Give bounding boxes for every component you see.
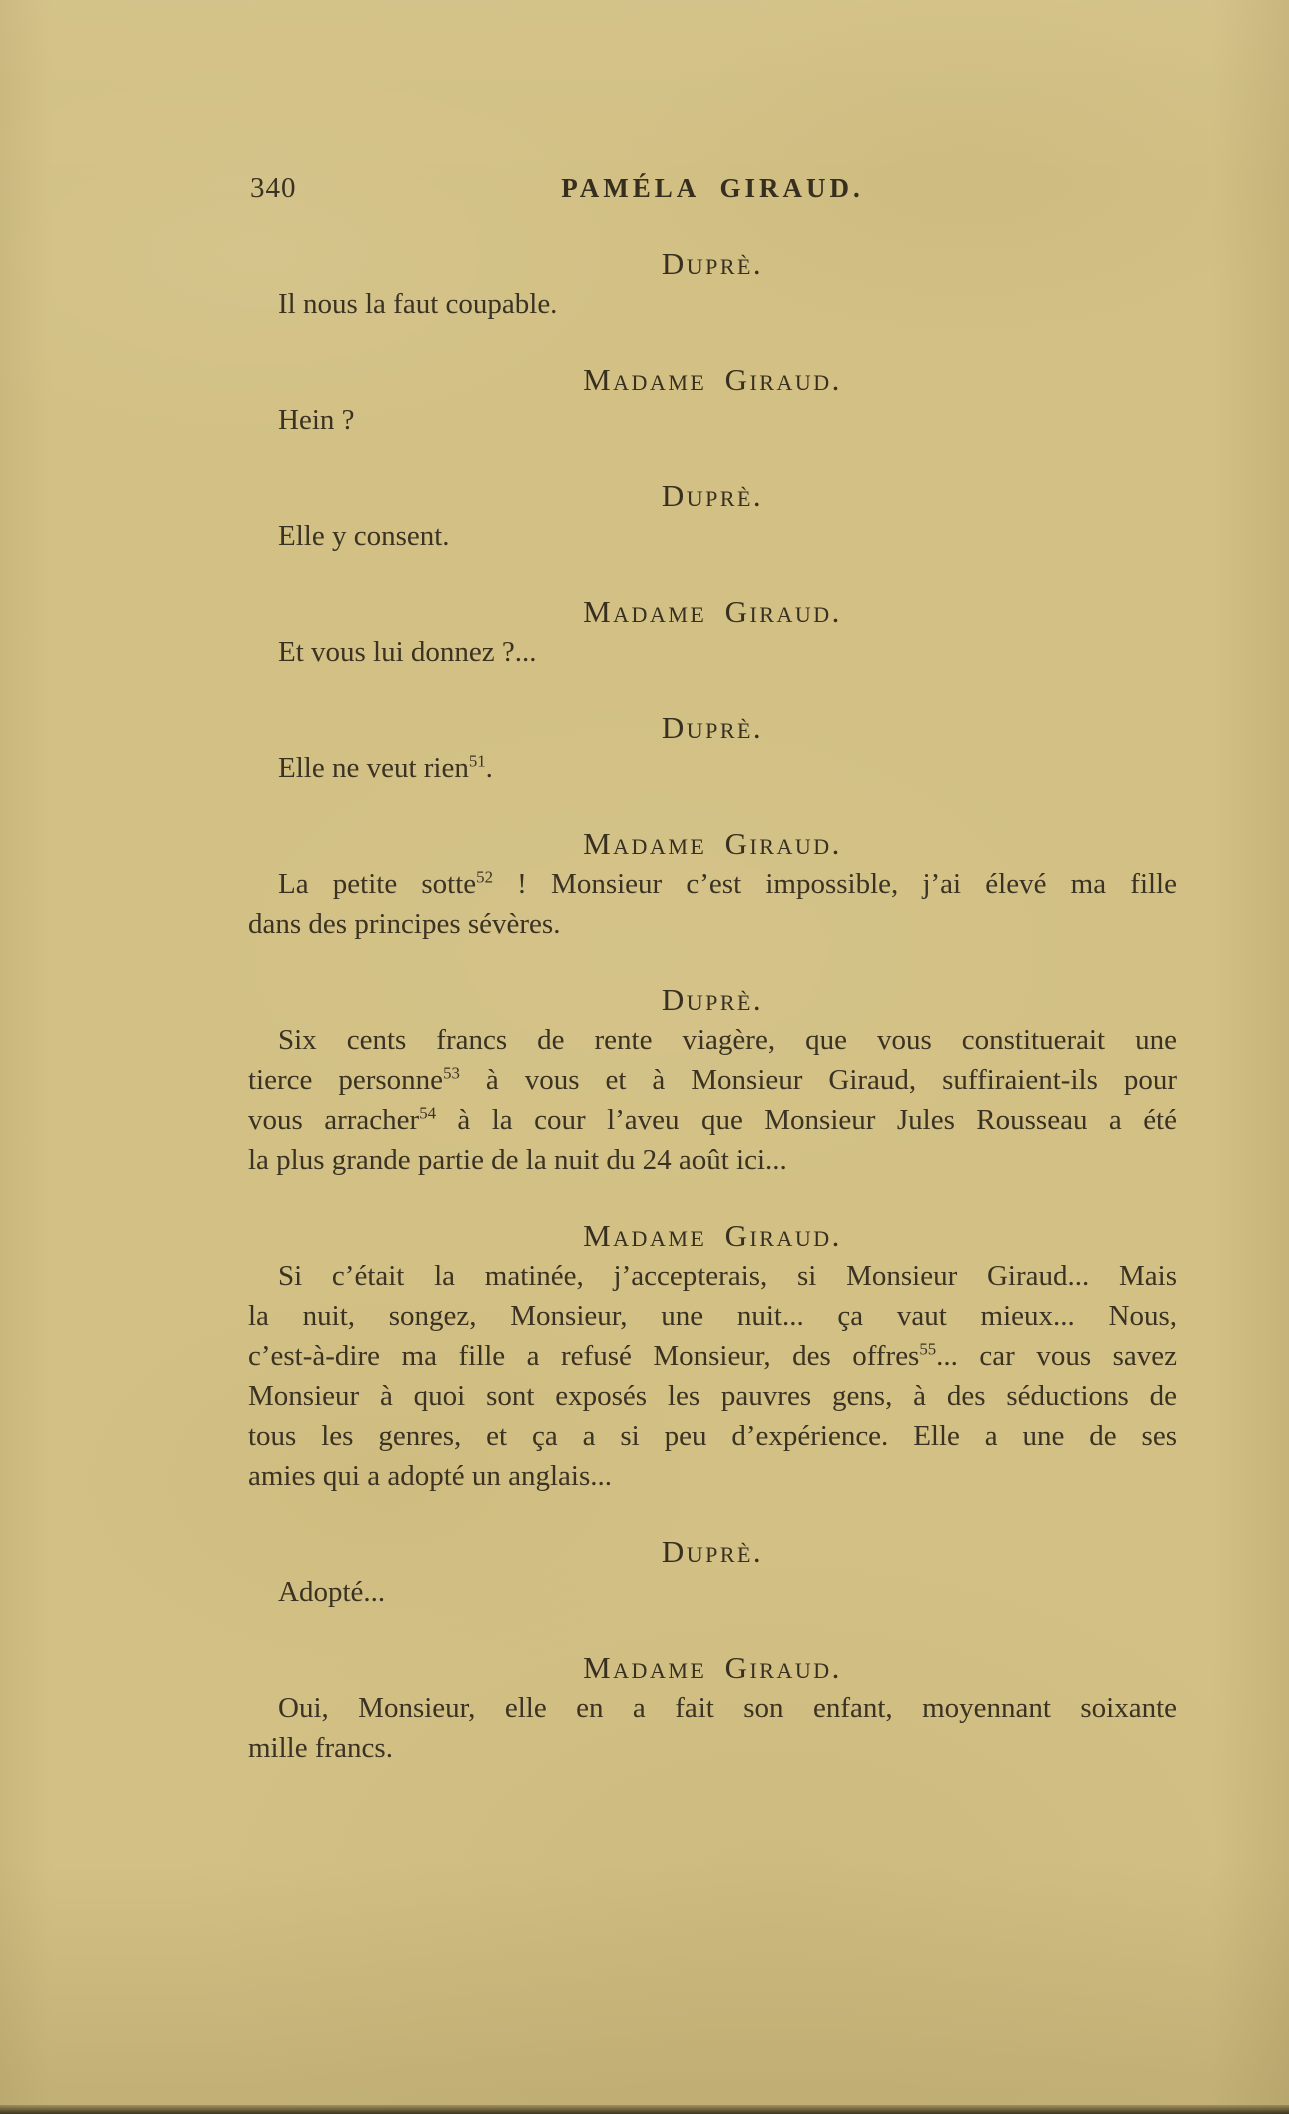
speaker-name: Madame Giraud. — [583, 594, 842, 629]
speaker-name: Duprè. — [661, 478, 764, 513]
footnote-ref: 53 — [443, 1063, 460, 1083]
dialogue-line: dans des principes sévères. — [248, 908, 561, 940]
dialogue-line: la plus grande partie de la nuit du 24 août ici... — [248, 1144, 787, 1176]
dialogue-line: Si c’était la matinée, j’accepterais, si Monsieur Giraud... Mais — [278, 1260, 1177, 1292]
dialogue-line: Elle y consent. — [278, 520, 450, 552]
page-bottom-shadow — [0, 2105, 1289, 2114]
dialogue-line: amies qui a adopté un anglais... — [248, 1460, 613, 1492]
footnote-ref: 55 — [919, 1339, 937, 1359]
running-title: PAMÉLA GIRAUD. — [561, 173, 864, 203]
speaker-name: Duprè. — [661, 982, 764, 1017]
dialogue-line: Oui, Monsieur, elle en a fait son enfant, moyennant soixante — [278, 1692, 1177, 1724]
dialogue-line: La petite sotte$^{52}$ ! Monsieur c’est impossible, j’ai élevé ma fille — [278, 867, 1177, 900]
speaker-name: Duprè. — [661, 710, 764, 745]
dialogue-line: tous les genres, et ça a si peu d’expérience. Elle a une de ses — [248, 1420, 1177, 1452]
dialogue-line: vous arracher$^{54}$ à la cour l’aveu que Monsieur Jules Rousseau a été — [248, 1103, 1177, 1136]
footnote-ref: 51 — [468, 751, 486, 771]
speaker-name: Madame Giraud. — [583, 1650, 842, 1685]
text-column — [248, 168, 1177, 1768]
dialogue-line: tierce personne$^{53}$ à vous et à Monsieur Giraud, suffiraient-ils pour — [248, 1063, 1177, 1096]
dialogue-line: Monsieur à quoi sont exposés les pauvres gens, à des séductions de — [248, 1380, 1177, 1412]
speaker-name: Madame Giraud. — [583, 826, 842, 861]
page-number: 340 — [250, 172, 297, 204]
page-header — [248, 168, 1177, 208]
speaker-name: Duprè. — [661, 1534, 764, 1569]
dialogue-line: Adopté... — [278, 1576, 386, 1608]
dialogue-line: c’est-à-dire ma fille a refusé Monsieur, des offres$^{55}$... car vous savez — [248, 1339, 1177, 1372]
footnote-ref: 54 — [419, 1103, 436, 1123]
footnote-ref: 52 — [476, 867, 493, 887]
dialogue-line: Six cents francs de rente viagère, que vous constituerait une — [278, 1024, 1177, 1056]
dialogue-line: mille francs. — [248, 1732, 393, 1764]
dialogue-line: Hein ? — [278, 404, 355, 436]
dialogue-blocks — [248, 244, 1177, 1768]
speaker-name: Duprè. — [661, 246, 764, 281]
dialogue-line: Et vous lui donnez ?... — [278, 636, 537, 668]
dialogue-line: Elle ne veut rien$^{51}$. — [278, 751, 493, 784]
dialogue-line: la nuit, songez, Monsieur, une nuit... ça vaut mieux... Nous, — [248, 1300, 1177, 1332]
speaker-name: Madame Giraud. — [583, 1218, 842, 1253]
speaker-name: Madame Giraud. — [583, 362, 842, 397]
dialogue-line: Il nous la faut coupable. — [278, 288, 558, 320]
